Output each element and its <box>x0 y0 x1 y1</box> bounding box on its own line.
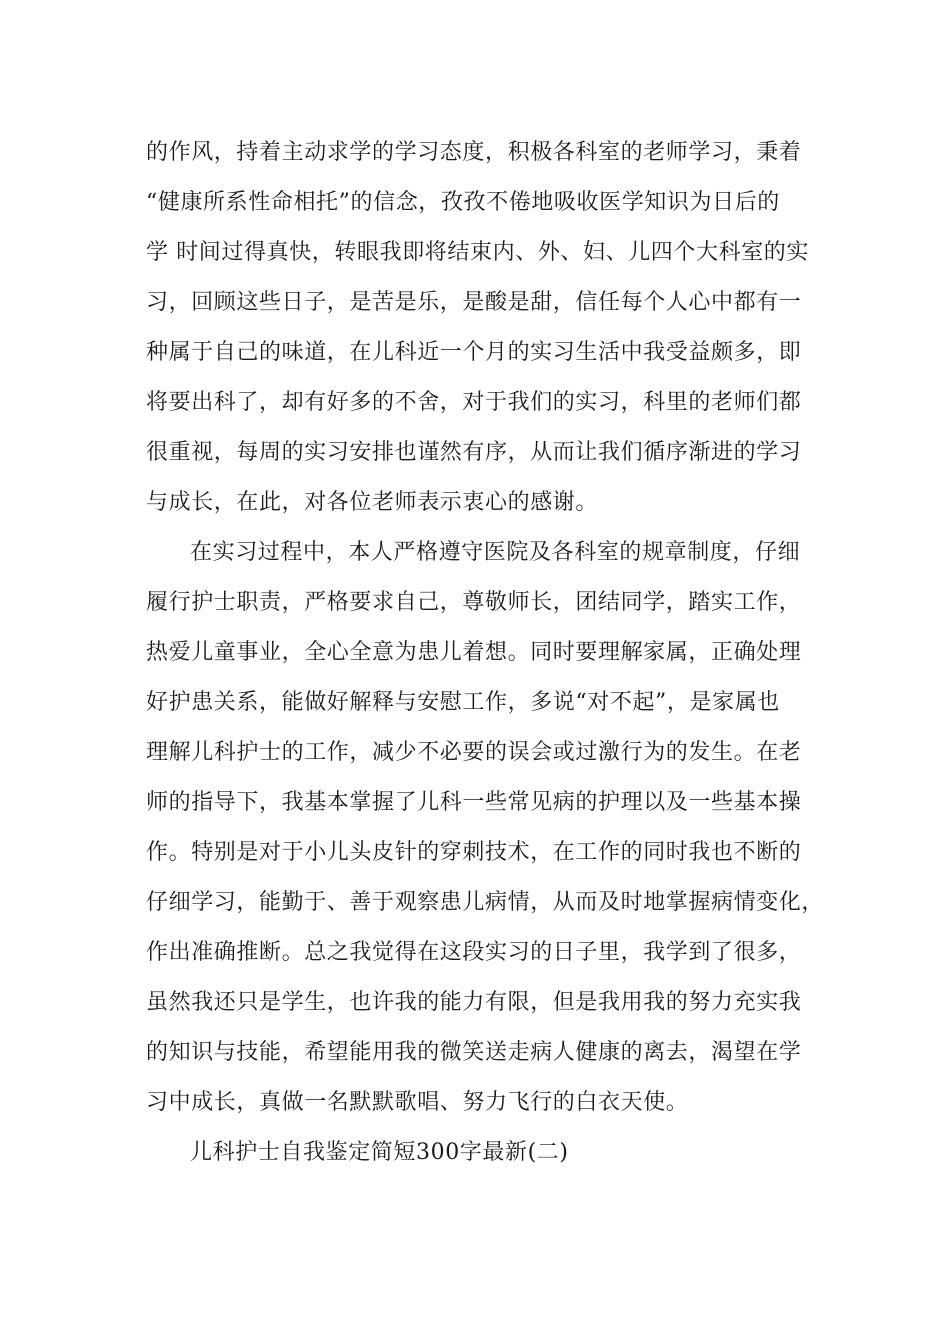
paragraph-line: 作出准确推断。总之我觉得在这段实习的日子里，我学到了很多， <box>146 940 802 965</box>
paragraph-line: 理解儿科护士的工作，减少不必要的误会或过激行为的发生。在老 <box>146 740 802 765</box>
paragraph-line: 好护患关系，能做好解释与安慰工作，多说“对不起”，是家属也 <box>146 690 780 715</box>
section-heading <box>146 1128 826 1178</box>
paragraph-line: 作。特别是对于小儿头皮针的穿刺技术，在工作的同时我也不断的 <box>146 840 802 865</box>
paragraph-line: 履行护士职责，严格要求自己，尊敬师长，团结同学，踏实工作， <box>146 590 802 615</box>
paragraph-line: 的作风，持着主动求学的学习态度，积极各科室的老师学习，秉着 <box>146 140 802 165</box>
paragraph-line: 与成长，在此，对各位老师表示衷心的感谢。 <box>146 490 599 515</box>
paragraph-line: “健康所系性命相托”的信念，孜孜不倦地吸收医学知识为日后的 <box>146 190 780 215</box>
paragraph-line: 虽然我还只是学生，也许我的能力有限，但是我用我的努力充实我 <box>146 990 802 1015</box>
paragraph-line: 将要出科了，却有好多的不舍，对于我们的实习，科里的老师们都 <box>146 390 802 415</box>
paragraph-line: 的知识与技能，希望能用我的微笑送走病人健康的离去，渴望在学 <box>146 1040 802 1065</box>
paragraph-line: 种属于自己的味道，在儿科近一个月的实习生活中我受益颇多，即 <box>146 340 802 365</box>
paragraph-line: 师的指导下，我基本掌握了儿科一些常见病的护理以及一些基本操 <box>146 790 802 815</box>
paragraph-line: 习中成长，真做一名默默歌唱、努力飞行的白衣天使。 <box>146 1090 689 1115</box>
document-body <box>146 128 826 1178</box>
paragraph-line: 在实习过程中，本人严格遵守医院及各科室的规章制度，仔细 <box>190 540 801 565</box>
paragraph-2 <box>146 528 826 1128</box>
paragraph-line: 仔细学习，能勤于、善于观察患儿病情，从而及时地掌握病情变化， <box>146 890 825 915</box>
paragraph-line: 习，回顾这些日子，是苦是乐，是酸是甜，信任每个人心中都有一 <box>146 290 802 315</box>
paragraph-line: 学 时间过得真快，转眼我即将结束内、外、妇、儿四个大科室的实 <box>146 240 809 265</box>
paragraph-line: 热爱儿童事业，全心全意为患儿着想。同时要理解家属，正确处理 <box>146 640 802 665</box>
heading-text: 儿科护士自我鉴定简短300字最新(二) <box>190 1140 569 1165</box>
paragraph-1 <box>146 128 826 528</box>
paragraph-line: 很重视，每周的实习安排也谨然有序，从而让我们循序渐进的学习 <box>146 440 802 465</box>
